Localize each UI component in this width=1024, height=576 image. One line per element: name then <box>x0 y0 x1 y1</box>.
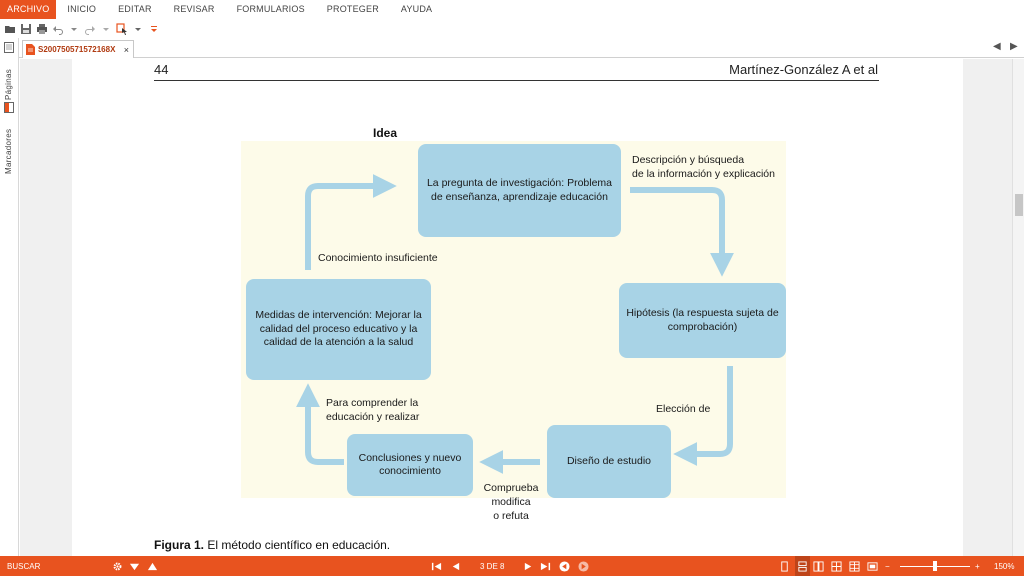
page-indicator[interactable]: 3 DE 8 <box>480 561 505 571</box>
figure-caption <box>154 538 390 552</box>
last-page-icon[interactable] <box>540 556 551 576</box>
menu-formularios[interactable]: FORMULARIOS <box>236 4 305 14</box>
continuous-view-icon[interactable] <box>795 556 810 576</box>
label-description-2: de la información y explicación <box>632 168 775 180</box>
zoom-level[interactable]: 150% <box>994 561 1015 571</box>
box-study-design: Diseño de estudio <box>547 425 671 498</box>
label-election: Elección de <box>656 403 711 415</box>
save-icon[interactable] <box>19 22 33 36</box>
pages-panel-icon[interactable] <box>4 42 14 53</box>
first-page-icon[interactable] <box>431 556 442 576</box>
menu-bar <box>0 0 1024 19</box>
header-rule <box>154 80 879 81</box>
tab-row <box>0 38 1024 58</box>
continuous-facing-view-icon[interactable] <box>831 556 842 576</box>
back-view-icon[interactable] <box>559 556 570 576</box>
redo-dropdown-icon[interactable] <box>99 22 113 36</box>
zoom-in-icon[interactable]: + <box>975 561 980 571</box>
label-verify-2: modifica <box>491 496 531 508</box>
select-dropdown-icon[interactable] <box>131 22 145 36</box>
redo-icon[interactable] <box>83 22 97 36</box>
search-next-icon[interactable] <box>129 556 140 576</box>
close-tab-icon[interactable]: × <box>123 44 129 55</box>
customize-icon[interactable] <box>147 22 161 36</box>
separate-cover-view-icon[interactable] <box>849 556 860 576</box>
tab-scroll-left-icon[interactable]: ◀ <box>993 41 1001 52</box>
scrollbar-thumb[interactable] <box>1015 194 1023 216</box>
forward-view-icon[interactable] <box>578 556 589 576</box>
bookmarks-panel-icon[interactable] <box>4 102 14 113</box>
side-panel <box>0 38 19 556</box>
label-insufficient-knowledge: Conocimiento insuficiente <box>318 252 438 264</box>
zoom-slider-handle[interactable] <box>933 561 937 571</box>
tab-scroll-right-icon[interactable]: ▶ <box>1010 41 1018 52</box>
quick-toolbar <box>0 19 1024 38</box>
menu-inicio[interactable]: INICIO <box>67 4 97 14</box>
page-number: 44 <box>154 62 169 77</box>
open-folder-icon[interactable] <box>3 22 17 36</box>
search-previous-icon[interactable] <box>147 556 158 576</box>
pdf-file-icon <box>26 44 35 55</box>
label-understand-2: educación y realizar <box>326 411 420 423</box>
figure-idea-label: Idea <box>373 126 398 140</box>
undo-icon[interactable] <box>51 22 65 36</box>
caption-text: El método científico en educación. <box>204 538 391 552</box>
document-tab[interactable] <box>22 40 134 58</box>
previous-page-icon[interactable] <box>450 556 461 576</box>
menu-editar[interactable]: EDITAR <box>118 4 152 14</box>
menu-proteger[interactable]: PROTEGER <box>326 4 379 14</box>
menu-revisar[interactable]: REVISAR <box>173 4 215 14</box>
caption-prefix: Figura 1. <box>154 538 205 552</box>
label-verify-3: o refuta <box>493 510 529 522</box>
status-bar <box>0 556 1024 576</box>
box-conclusions: Conclusiones y nuevo conocimiento <box>347 434 473 496</box>
pages-panel-label[interactable]: Páginas <box>4 68 13 100</box>
label-description-1: Descripción y búsqueda <box>632 154 745 166</box>
undo-dropdown-icon[interactable] <box>67 22 81 36</box>
label-verify-1: Comprueba <box>483 482 539 494</box>
menu-ayuda[interactable]: AYUDA <box>400 4 433 14</box>
fit-width-icon[interactable] <box>867 556 878 576</box>
select-tool-icon[interactable] <box>115 22 129 36</box>
running-head: Martínez-González A et al <box>729 62 878 77</box>
bookmarks-panel-label[interactable]: Marcadores <box>4 128 13 174</box>
zoom-out-icon[interactable]: − <box>885 561 890 571</box>
settings-gear-icon[interactable] <box>112 556 123 576</box>
box-hypothesis: Hipótesis (la respuesta sujeta de comprobación) <box>619 283 786 358</box>
document-tab-title: S200750571572168X <box>38 45 116 54</box>
label-understand-1: Para comprender la <box>326 397 419 409</box>
search-button[interactable]: BUSCAR <box>7 561 41 571</box>
vertical-scrollbar[interactable] <box>1012 59 1024 556</box>
print-icon[interactable] <box>35 22 49 36</box>
facing-view-icon[interactable] <box>813 556 824 576</box>
box-research-question: La pregunta de investigación: Problema de enseñanza, aprendizaje educación <box>418 144 621 237</box>
box-intervention: Medidas de intervención: Mejorar la calidad del proceso educativo y la calidad de la atención a la salud <box>246 279 431 380</box>
next-page-icon[interactable] <box>523 556 534 576</box>
menu-archivo[interactable]: ARCHIVO <box>0 0 56 19</box>
single-page-view-icon[interactable] <box>779 556 790 576</box>
